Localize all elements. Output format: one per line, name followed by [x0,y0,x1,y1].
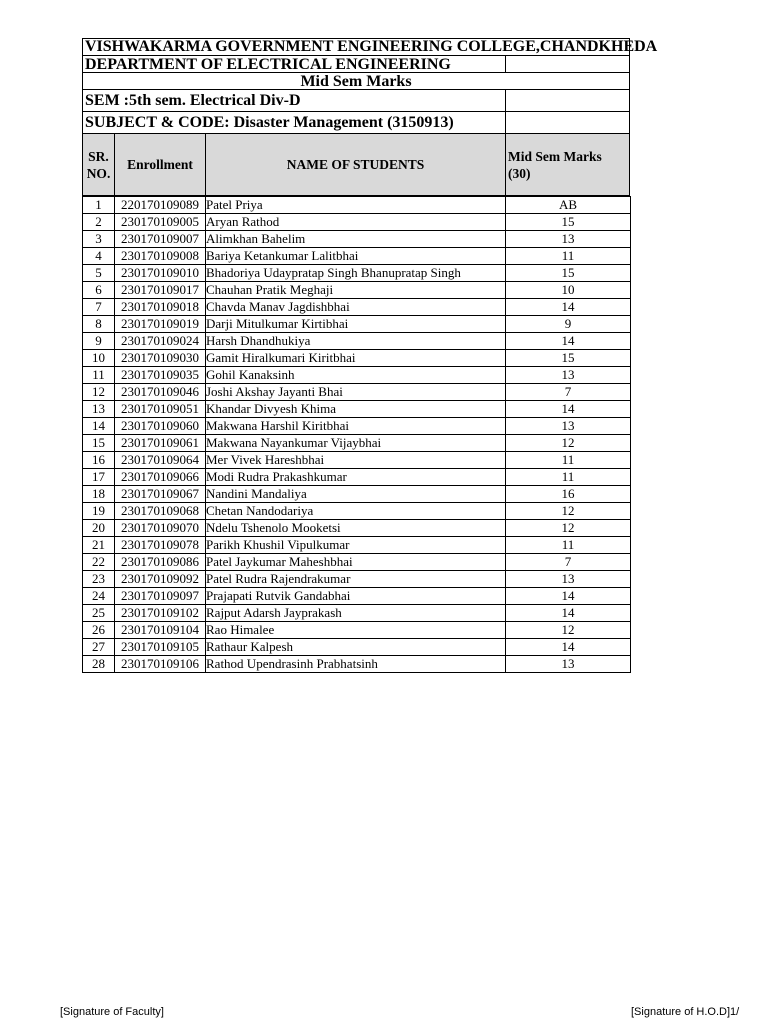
table-row [83,435,631,452]
marks-cell: 13 [506,571,631,588]
sr-no-cell: 11 [83,367,115,384]
table-row [83,367,631,384]
marks-cell: 13 [506,418,631,435]
enrollment-cell: 230170109017 [115,282,206,299]
table-row [83,418,631,435]
table-row [83,299,631,316]
student-name-cell: Modi Rudra Prakashkumar [206,469,506,486]
sr-no-cell: 7 [83,299,115,316]
enrollment-cell: 230170109097 [115,588,206,605]
table-row [83,622,631,639]
sr-no-cell: 26 [83,622,115,639]
student-name-cell: Rao Himalee [206,622,506,639]
sr-no-cell: 1 [83,197,115,214]
student-name-cell: Rajput Adarsh Jayprakash [206,605,506,622]
table-row [83,197,631,214]
marks-header-line2: (30) [508,165,531,181]
marks-table-body [83,197,631,673]
student-name-cell: Rathaur Kalpesh [206,639,506,656]
department-blank-cell [505,55,630,73]
sr-no-cell: 22 [83,554,115,571]
enrollment-cell: 230170109102 [115,605,206,622]
student-name-cell: Ndelu Tshenolo Mooketsi [206,520,506,537]
enrollment-cell: 230170109007 [115,231,206,248]
table-row [83,554,631,571]
sr-no-cell: 10 [83,350,115,367]
marks-cell: 14 [506,333,631,350]
student-name-cell: Prajapati Rutvik Gandabhai [206,588,506,605]
table-row [83,384,631,401]
enrollment-cell: 230170109068 [115,503,206,520]
sr-no-cell: 27 [83,639,115,656]
student-name-cell: Chauhan Pratik Meghaji [206,282,506,299]
enrollment-cell: 230170109066 [115,469,206,486]
sr-no-cell: 13 [83,401,115,418]
marks-header-line1: Mid Sem Marks [508,148,602,164]
student-name-cell: Rathod Upendrasinh Prabhatsinh [206,656,506,673]
sr-no-cell: 20 [83,520,115,537]
marks-cell: 13 [506,656,631,673]
student-name-cell: Chavda Manav Jagdishbhai [206,299,506,316]
sr-no-cell: 25 [83,605,115,622]
table-row [83,401,631,418]
enrollment-cell: 230170109018 [115,299,206,316]
column-header-marks [505,133,630,196]
marks-cell: 9 [506,316,631,333]
sr-header-line1: SR. [88,148,109,164]
student-name-cell: Bariya Ketankumar Lalitbhai [206,248,506,265]
marks-cell: 16 [506,486,631,503]
sr-no-cell: 21 [83,537,115,554]
student-name-cell: Darji Mitulkumar Kirtibhai [206,316,506,333]
marks-cell: 12 [506,520,631,537]
marks-cell: 12 [506,503,631,520]
enrollment-cell: 230170109005 [115,214,206,231]
marks-cell: 14 [506,299,631,316]
marks-cell: 12 [506,622,631,639]
sr-no-cell: 15 [83,435,115,452]
enrollment-cell: 230170109078 [115,537,206,554]
college-name: VISHWAKARMA GOVERNMENT ENGINEERING COLLEGE,CHANDKHEDA [82,38,512,56]
table-row [83,469,631,486]
student-name-cell: Gamit Hiralkumari Kiritbhai [206,350,506,367]
table-row [83,656,631,673]
table-row [83,282,631,299]
student-name-cell: Makwana Harshil Kiritbhai [206,418,506,435]
marks-cell: 13 [506,367,631,384]
sr-no-cell: 28 [83,656,115,673]
table-row [83,333,631,350]
column-header-sr-no [82,133,115,196]
enrollment-cell: 230170109106 [115,656,206,673]
enrollment-cell: 230170109030 [115,350,206,367]
marks-cell: 14 [506,401,631,418]
table-row [83,452,631,469]
sr-no-cell: 17 [83,469,115,486]
marks-cell: 7 [506,384,631,401]
student-name-cell: Patel Jaykumar Maheshbhai [206,554,506,571]
student-name-cell: Patel Priya [206,197,506,214]
enrollment-cell: 230170109067 [115,486,206,503]
hod-signature-label: [Signature of H.O.D]1/ [631,1006,740,1018]
semester-label: SEM :5th sem. Electrical Div-D [82,89,506,112]
sr-no-cell: 18 [83,486,115,503]
marks-cell: 15 [506,214,631,231]
student-name-cell: Chetan Nandodariya [206,503,506,520]
subject-blank-cell [505,111,630,134]
sr-no-cell: 16 [83,452,115,469]
student-name-cell: Aryan Rathod [206,214,506,231]
marks-cell: 7 [506,554,631,571]
table-row [83,588,631,605]
enrollment-cell: 230170109046 [115,384,206,401]
marks-cell: 15 [506,350,631,367]
table-row [83,486,631,503]
student-name-cell: Patel Rudra Rajendrakumar [206,571,506,588]
table-row [83,605,631,622]
column-header-name: NAME OF STUDENTS [205,133,506,196]
sr-no-cell: 24 [83,588,115,605]
sr-no-cell: 2 [83,214,115,231]
table-row [83,520,631,537]
sr-no-cell: 19 [83,503,115,520]
table-row [83,350,631,367]
marks-cell: 11 [506,452,631,469]
marks-cell: 14 [506,588,631,605]
marks-cell: 11 [506,248,631,265]
marks-cell: 13 [506,231,631,248]
student-name-cell: Khandar Divyesh Khima [206,401,506,418]
marks-cell: 14 [506,639,631,656]
department-name: DEPARTMENT OF ELECTRICAL ENGINEERING [82,55,506,73]
column-header-enrollment: Enrollment [114,133,206,196]
table-row [83,571,631,588]
student-name-cell: Joshi Akshay Jayanti Bhai [206,384,506,401]
marks-cell: AB [506,197,631,214]
student-name-cell: Parikh Khushil Vipulkumar [206,537,506,554]
faculty-signature-label: [Signature of Faculty] [60,1006,164,1018]
enrollment-cell: 230170109061 [115,435,206,452]
table-row [83,265,631,282]
semester-blank-cell [505,89,630,112]
table-row [83,214,631,231]
sr-no-cell: 9 [83,333,115,350]
enrollment-cell: 220170109089 [115,197,206,214]
enrollment-cell: 230170109060 [115,418,206,435]
table-row [83,503,631,520]
student-name-cell: Gohil Kanaksinh [206,367,506,384]
marks-cell: 11 [506,537,631,554]
student-name-cell: Alimkhan Bahelim [206,231,506,248]
enrollment-cell: 230170109008 [115,248,206,265]
sr-no-cell: 8 [83,316,115,333]
sr-no-cell: 6 [83,282,115,299]
student-name-cell: Nandini Mandaliya [206,486,506,503]
marks-cell: 14 [506,605,631,622]
marks-cell: 12 [506,435,631,452]
table-row [83,248,631,265]
enrollment-cell: 230170109104 [115,622,206,639]
subject-label: SUBJECT & CODE: Disaster Management (3150913) [82,111,506,134]
student-name-cell: Makwana Nayankumar Vijaybhai [206,435,506,452]
enrollment-cell: 230170109010 [115,265,206,282]
student-name-cell: Harsh Dhandhukiya [206,333,506,350]
sr-header-line2: NO. [86,165,111,181]
table-row [83,639,631,656]
table-row [83,537,631,554]
sr-no-cell: 5 [83,265,115,282]
enrollment-cell: 230170109064 [115,452,206,469]
student-name-cell: Bhadoriya Udaypratap Singh Bhanupratap Singh [206,265,506,282]
enrollment-cell: 230170109019 [115,316,206,333]
marks-cell: 10 [506,282,631,299]
enrollment-cell: 230170109035 [115,367,206,384]
enrollment-cell: 230170109024 [115,333,206,350]
enrollment-cell: 230170109105 [115,639,206,656]
marks-cell: 11 [506,469,631,486]
enrollment-cell: 230170109070 [115,520,206,537]
sr-no-cell: 23 [83,571,115,588]
table-row [83,231,631,248]
enrollment-cell: 230170109051 [115,401,206,418]
marks-cell: 15 [506,265,631,282]
exam-title: Mid Sem Marks [82,72,630,90]
sr-no-cell: 14 [83,418,115,435]
table-row [83,316,631,333]
sr-no-cell: 4 [83,248,115,265]
enrollment-cell: 230170109092 [115,571,206,588]
marks-table [82,196,631,673]
sr-no-cell: 3 [83,231,115,248]
sr-no-cell: 12 [83,384,115,401]
student-name-cell: Mer Vivek Hareshbhai [206,452,506,469]
enrollment-cell: 230170109086 [115,554,206,571]
